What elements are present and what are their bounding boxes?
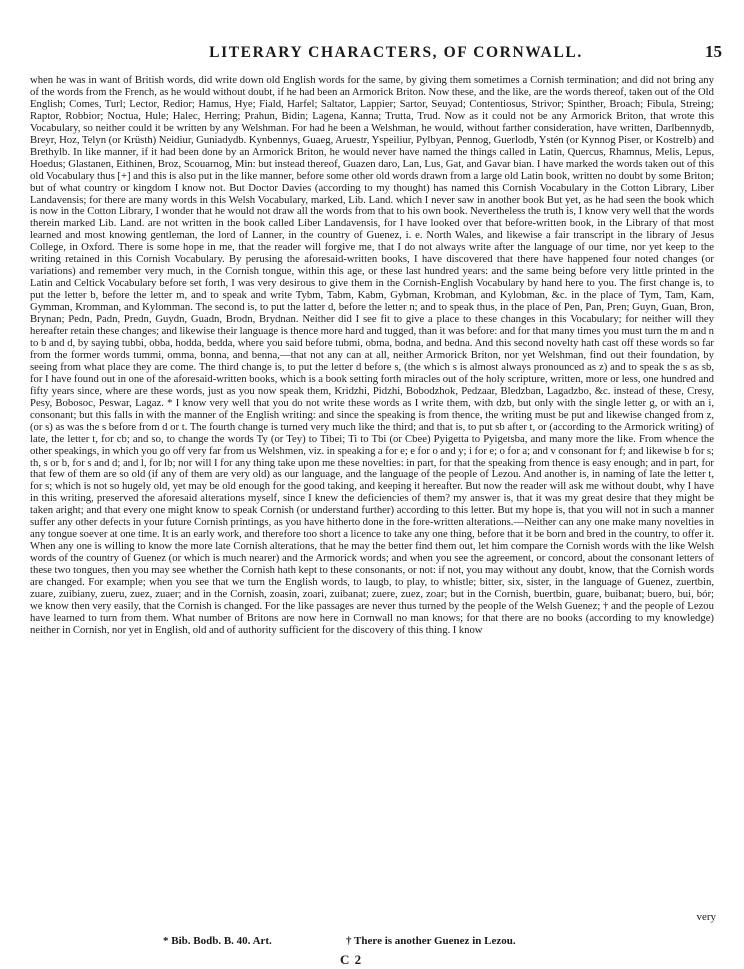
page-header (0, 44, 744, 68)
catchword: very (696, 911, 716, 923)
body-text-block (30, 75, 714, 637)
signature-mark: C 2 (340, 952, 363, 967)
page-number: 15 (705, 42, 722, 61)
footnote-second: † There is another Guenez in Lezou. (346, 935, 516, 947)
body-paragraph: when he was in want of British words, did write down old English words for the same, by giving them sometimes a Cornish termination; and did not bring any of the words from the French, as he would without doubt, if he had been an Armorick Briton. Now these, and the like, are the words thereof, taken out of the Old English; Comes, Turl; Lector, Redior; Hamus, Hye; Fiald, Harfel; Saltator, Lappier; Sartor, Seuyad; Contentiosus, Strivor; Spinther, Broach; Fibula, Streing; Raptor, Robbior; Noctua, Hule; Halec, Herring; Prahun, Bidin; Lagena, Kanna; Trutta, Trud. Now as it could not be any Armorick Briton, that wrote this Vocabulary, so neither could it be written by any Welshman. For had he been a Welshman, he would, without farther consideration, have written, Darlbennydb, Breyr, Hoz, Telyn (or Krüsth) Neidiur, Guniadydb. Kynbennys, Guaeg, Aruestr, Yspeiliur, Pylbyan, Pennog, Guerlodb, Ystén (or Kynnog Piser, or Kostrelb) and Brethylb. In like manner, if it had been done by an Armorick Briton, he would never have named the things called in Latin, Quercus, Rhamnus, Melis, Lepus, Hoedus; Glastanen, Eithinen, Broz, Scouarnog, Min: but instead thereof, Guazen daro, Lan, Lus, Gat, and Gavar bian. I have marked the words taken out of this old Vocabulary thus [+] and this is also put in the like manner, before some other old words drawn from a large old Latin book, written no doubt by some Briton; but of what country or kingdom I know not. But Doctor Davies (according to my thought) has named this Cornish Vocabulary in the Cotton Library, Liber Landavensis; for there are many words in this Welsh Vocabulary, marked, Lib. Land. which I never saw in another book But yet, as he had seen the book which is now in the Cotton Library, I wonder that he would not draw all the words from that to his own book. Nevertheless the truth is, I know very well that the words therein marked Lib. Land. are not written in the book called Liber Landavensis, for I have looked over that before-written book, in the Library of that most learned and most knowing gentleman, the lord of Lanner, in the country of Guenez, i. e. North Wales, and likewise a fair transcript in the library of Jesus College, in Oxford. There is some hope in me, that the reader will forgive me, that I do not always write after the language of our time, nor yet keep to the writing retained in this Cornish Vocabulary. By perusing the aforesaid-written books, I have discovered that there have happened four noted changes (or variations) and remember very much, in the Cornish tongue, within this age, or these last hundred years: and the same being before very little printed in the Latin and Celtick Vocabulary before set forth, I was very desirous to give them in the Cornish-English Vocabulary by hand here to you. The first change is, to put the letter b, before the letter m, and to speak and write Tybm, Tabm, Kabm, Gybman, Krobman, and Kylobman, &c. in the place of Tym, Tam, Kam, Gymman, Kromman, and Kylomman. The second is, to put the latter d, before the letter n; and to speak thus, in the place of Pen, Pan, Pren; Guyn, Guan, Bron, Brynan; Pedn, Padn, Predn, Guydn, Guadn, Brodn, Brydnan. Neither did I see fit to give a place to these changes in this Vocabulary; for neither will they hereafter retain these changes; and likewise their language is thence more hard and tugged, than it was before: and for that many times you must turn the m and n to b and d, by saying tubbi, obba, hodda, bedda, where you said before tubmi, obma, bodna, and bedna. And this second novelty hath cast off these words so far from the former words tummi, omma, bonna, and benna,—that not any can at all, neither Armorick Briton, nor yet Welshman, find out their foundation, by seeing from what place they are come. The third change is, to put the letter d before s, (the which s is almost always pronounced as z) and to speak the s as sb, for I have found out in one of the aforesaid-written books, which is a book setting forth miracles out of the holy scripture, written, more or less, one hundred and fifty years since, where are these words, just as you now speak them, Kridzhi, Pidzhi, Bobodzhok, Pedzaar, Bledzban, Lagadzbo, &c. instead of these, Cresy, Pesy, Bobosoc, Peswar, Lagaz. * I know very well that you do not write these words as I write them, with dzb, but only with the single letter g, or with an i, consonant; but this falls in with the manner of the English writing: and since the speaking is from thence, the writing must be put and likewise changed from z, (or s) as was the s before from d or t. The fourth change is turned very much like the third; and that is, to put sb after t, or (according to the Armorick writing) of late, the letter t, for cb; and so, to change the words Ty (or Tey) to Tibei; Ti to Tbi (or Cbee) Pyigetta to Pyigetsba, and many more the like. From whence the other speakings, in which you go off very far from us Welshmen, viz. in speaking a for e; e for o and y; i for e; o for a; and v consonant for f; and likewise b for s; th, s or b, for s and d; and l, for lb; nor will I for any thing take upon me these novelties: in part, for that the speaking from thence is easy enough; and in part, for that few of them are so old (if any of them are very old) as our language, and the language of the people of Lezou. And another is, in naming of late the letter t, for s; which is not so hugely old, yet may be old enough for the good taking, and keeping it hereafter. But now the reader will ask me without doubt, why I have in this writing, preserved the aforesaid alterations myself, since I knew the deficiencies of them? my answer is, that it was my great desire that they might be taken aright; and that every one might know to speak Cornish (or understand further) according to this letter. But my hope is, that you will not in such a manner suffer any other defects in your future Cornish printings, as you have hitherto done in the fore-written alterations.—Neither can any one make many novelties in any tongue soever at one time. It is an early work, and therefore too short a licence to take any one thing, before that it be born and bred in the country, to offer it. When any one is willing to know the more late Cornish alterations, that he may the better find them out, let him compare the Cornish words with the like Welsh words of the country of Guenez (or which is much nearer) and the Armorick words; and when you see the agreement, or concord, about the consonant letters of these two tongues, then you may see whether the Cornish hath kept to these consonants, or not: if not, you may without any doubt, know, that the Cornish words are changed. For example; when you see that we turn the English words, to laugb, to play, to whistle; bitter, six, sister, in the language of Guenez, zuertbin, zuare, zuibiany, zueru, zuez, zuaer; and in the Cornish, zoasin, zoari, zuibanat; zuere, zuez, zoar; but in the Cornish, buertbin, guare, buibanat; buero, bui, bór; we know then very easily, that the Cornish is changed. For the like passages are never thus turned by the people of the Welsh Guenez; † and the people of Lezou have learned to turn from them. What number of Britons are now here in Cornwall no man knows; for that there are no books (according to my knowledge) neither in Cornish, nor yet in English, old and of authority sufficient for the discovery of this thing. I know (30, 74, 714, 636)
footnote-first: * Bib. Bodb. B. 40. Art. (163, 935, 272, 947)
running-title: LITERARY CHARACTERS, OF CORNWALL. (209, 44, 583, 61)
footnotes (0, 935, 744, 949)
